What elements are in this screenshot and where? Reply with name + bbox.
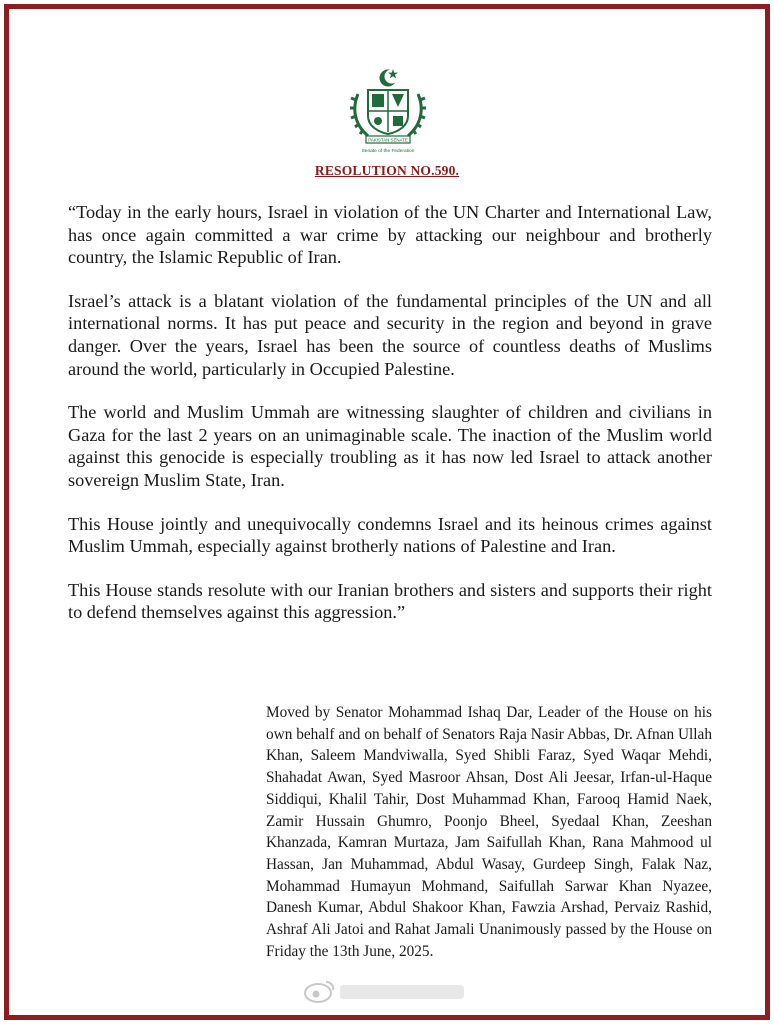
resolution-title: RESOLUTION NO.590. bbox=[314, 163, 460, 178]
paragraph: This House stands resolute with our Iranian brothers and sisters and supports their right to defend themselves against this aggression.” bbox=[68, 579, 712, 623]
paragraph: The world and Muslim Ummah are witnessing slaughter of children and civilians in Gaza for the last 2 years on an unimaginable scale. The inaction of the Muslim world against this genocide is especially troubling as it has now led Israel to attack another sovereign Muslim State, Iran. bbox=[68, 402, 712, 490]
pakistan-senate-crest-icon bbox=[344, 64, 432, 156]
mover-signatories: Moved by Senator Mohammad Ishaq Dar, Leader of the House on his own behalf and on behalf of Senators Raja Nasir Abbas, Dr. Afnan Ullah Khan, Saleem Mandviwalla, Syed Shibli Faraz, Syed Waqar Mehdi, Shahadat Awan, Syed Masroor Ahsan, Dost Ali Jeesar, Irfan-ul-Haque Siddiqui, Khalil Tahir, Dost Muhammad Khan, Farooq Hamid Naek, Zamir Hussain Ghumro, Poonjo Bheel, Syedaal Khan, Zeeshan Khanzada, Kamran Murtaza, Jam Saifullah Khan, Rana Mahmood ul Hassan, Jan Muhammad, Abdul Wasay, Gurdeep Singh, Falak Naz, Mohammad Humayun Mohmand, Saifullah Sarwar Khan Nyazee, Danesh Kumar, Abdul Shakoor Khan, Fawzia Arshad, Pervaiz Rashid, Ashraf Ali Jatoi and Rahat Jamali Unanimously passed by the House on Friday the 13th June, 2025. bbox=[266, 704, 712, 960]
resolution-body bbox=[68, 201, 712, 645]
emblem-caption: Senate of the Federation bbox=[361, 149, 415, 154]
emblem-banner: PAKISTAN SENATE bbox=[368, 137, 408, 143]
paragraph: “Today in the early hours, Israel in violation of the UN Charter and International Law, has once again committed a war crime by attacking our neighbour and brotherly country, the Islamic Republic of Iran. bbox=[68, 202, 712, 268]
paragraph: This House jointly and unequivocally condemns Israel and its heinous crimes against Muslim Ummah, especially against brotherly nations of Palestine and Iran. bbox=[68, 513, 712, 557]
paragraph: Israel’s attack is a blatant violation of the fundamental principles of the UN and all international norms. It has put peace and security in the region and beyond in grave danger. Over the years, Israel has been the source of countless deaths of Muslims around the world, particularly in Occupied Palestine. bbox=[68, 290, 712, 379]
senate-emblem bbox=[344, 64, 432, 156]
